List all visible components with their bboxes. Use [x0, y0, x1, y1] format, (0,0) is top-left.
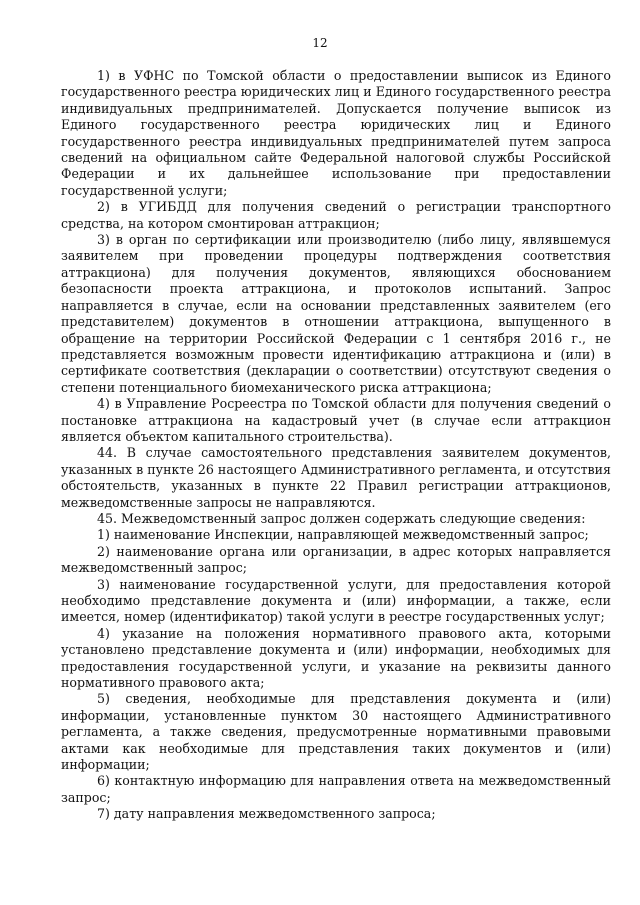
document-body [61, 68, 611, 823]
list-item-1: 1) наименование Инспекции, направляющей межведомственный запрос; [97, 527, 589, 543]
paragraph-ufns: 1) в УФНС по Томской области о предоставлении выписок из Единого государственного реестра юридических лиц и Единого государственного реестра индивидуальных предпринимателей. Допускается получение выписок из Единого государственного реестра юридических лиц и Единого государственного реестра индивидуальных предпринимателей путем запроса сведений на официальном сайте Федеральной налоговой службы Российской Федерации и их дальнейшее использование при предоставлении государственной услуги; [61, 68, 611, 198]
list-item-6: 6) контактную информацию для направления ответа на межведомственный запрос; [61, 773, 611, 805]
list-item-5: 5) сведения, необходимые для представления документа и (или) информации, установленные пунктом 30 настоящего Административного регламента, а также сведения, предусмотренные нормативными правовыми актами как необходимые для представления таких документов и (или) информации; [61, 691, 611, 773]
paragraph-certification: 3) в орган по сертификации или производителю (либо лицу, являвшемуся заявителем при проведении процедуры подтверждения соответствия аттракциона) для получения документов, являющихся обоснованием безопасности проекта аттракциона, и протоколов испытаний. Запрос направляется в случае, если на основании представленных заявителем (его представителем) документов в отношении аттракциона, выпущенного в обращение на территории Российской Федерации с 1 сентября 2016 г., не представляется возможным провести идентификацию аттракциона и (или) в сертификате соответствия (декларации о соответствии) отсутствуют сведения о степени потенциального биомеханического риска аттракциона; [61, 232, 611, 395]
paragraph-ugibdd: 2) в УГИБДД для получения сведений о регистрации транспортного средства, на котором смонтирован аттракцион; [61, 199, 611, 231]
list-item-3: 3) наименование государственной услуги, для предоставления которой необходимо представление документа и (или) информации, а также, если имеется, номер (идентификатор) такой услуги в реестре государственных услуг; [61, 576, 611, 625]
list-item-7: 7) дату направления межведомственного запроса; [97, 806, 436, 822]
paragraph-rosreestr: 4) в Управление Росреестра по Томской области для получения сведений о постановке аттракциона на кадастровый учет (в случае если аттракцион является объектом капитального строительства). [61, 396, 611, 444]
list-item-2: 2) наименование органа или организации, в адрес которых направляется межведомственный запрос; [61, 543, 611, 576]
paragraph-45: 45. Межведомственный запрос должен содержать следующие сведения: [97, 510, 586, 526]
page-number: 12 [312, 36, 328, 50]
paragraph-44: 44. В случае самостоятельного представления заявителем документов, указанных в пункте 26 настоящего Административного регламента, и отсутствия обстоятельств, указанных в пункте 22 Правил регистрации аттракционов, межведомственные запросы не направляются. [61, 445, 611, 510]
list-item-4: 4) указание на положения нормативного правового акта, которыми установлено представление документа и (или) информации, необходимых для предоставления государственной услуги, и указание на реквизиты данного нормативного правового акта; [61, 625, 611, 691]
